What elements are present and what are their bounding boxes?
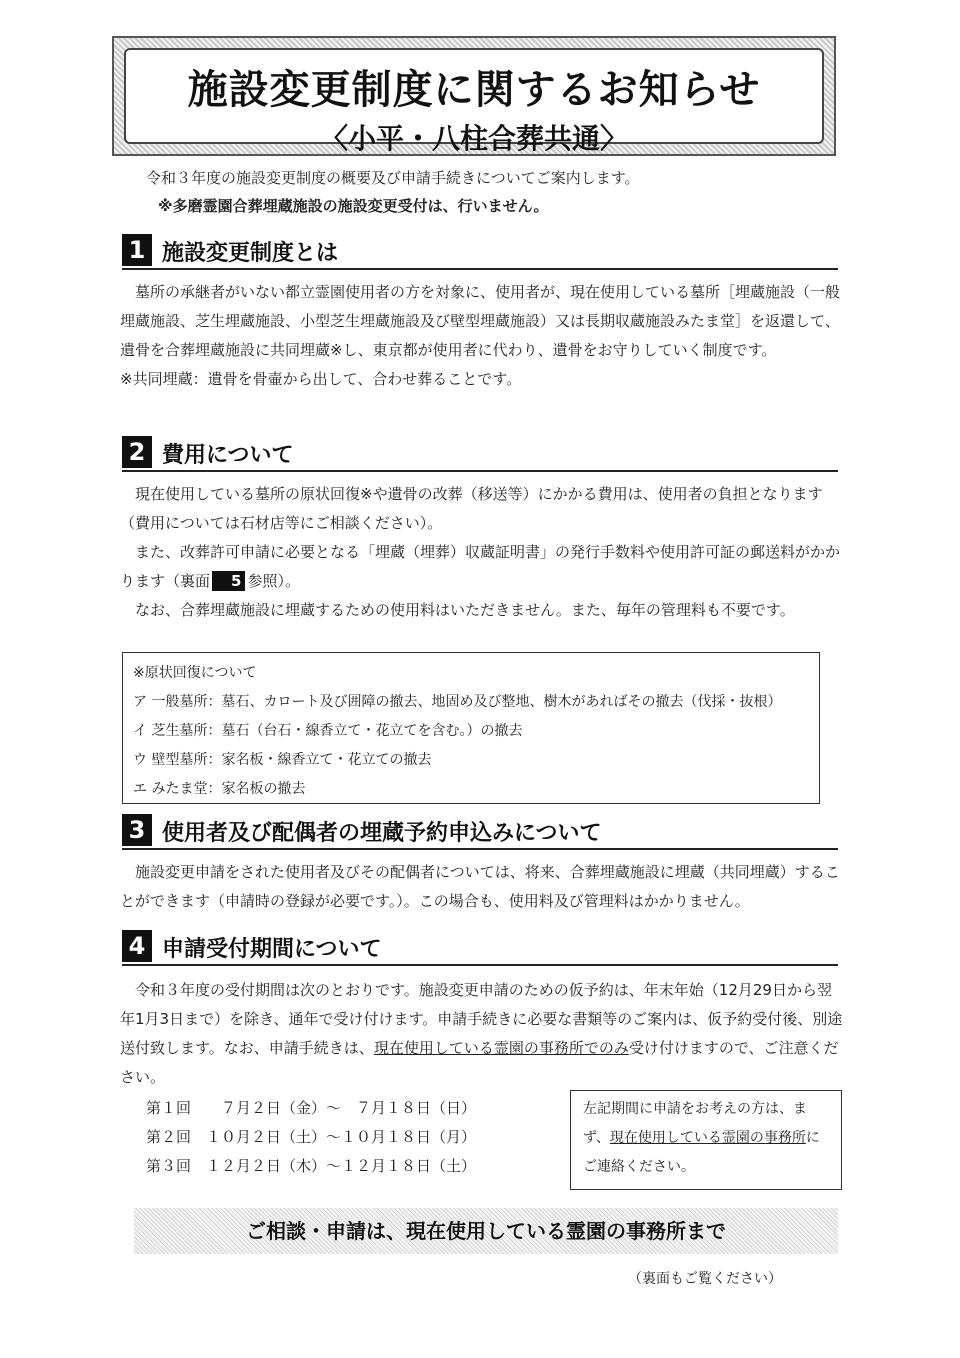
section-4-header	[122, 928, 838, 966]
footer-note: （裏面もご覧ください）	[628, 1271, 782, 1287]
period-row: 第３回 １２月２日（木）～１２月１８日（土）	[146, 1157, 477, 1175]
period-row: 第１回 ７月２日（金）～ ７月１８日（日）	[146, 1099, 477, 1117]
contact-note-box	[570, 1090, 842, 1190]
page-subtitle: 〈小平・八柱合葬共通〉	[319, 122, 628, 155]
box-item: ウ 壁型墓所：家名板・線香立て・花立ての撤去	[133, 752, 432, 768]
intro	[146, 164, 640, 220]
section-number: 4	[122, 930, 152, 962]
section-2-text-2	[120, 538, 844, 596]
section-number: 3	[122, 814, 152, 846]
text-span: また、改葬許可申請に必要となる「埋蔵（埋葬）収蔵証明書」の発行手数料や使用許可証の郵送料がかかります（裏面	[120, 543, 841, 590]
section-1-note: ※共同埋蔵：遺骨を骨壷から出して、合わせ葬ることです。	[120, 370, 522, 388]
section-2-text-1: 現在使用している墓所の原状回復※や遺骨の改葬（移送等）にかかる費用は、使用者の負担となります（費用については石材店等にご相談ください）。	[120, 485, 823, 532]
section-number: 2	[122, 436, 152, 468]
section-title: 申請受付期間について	[162, 937, 382, 962]
section-4-text	[120, 976, 844, 1092]
section-title: 費用について	[162, 443, 294, 468]
box-heading: ※原状回復について	[133, 665, 257, 681]
section-2-header	[122, 434, 838, 472]
section-2-text-3: なお、合葬埋蔵施設に埋蔵するための使用料はいただきません。また、毎年の管理料も不要です。	[135, 601, 795, 619]
box-item: イ 芝生墓所：墓石（台石・線香立て・花立てを含む。）の撤去	[133, 723, 523, 739]
contact-banner: ご相談・申請は、現在使用している霊園の事務所まで	[134, 1208, 838, 1254]
underlined-text: 現在使用している霊園の事務所でのみ	[373, 1039, 629, 1057]
reference-badge: 5	[212, 571, 245, 591]
section-4-body	[120, 976, 844, 1092]
section-1-body	[120, 278, 844, 394]
box-item: ア 一般墓所：墓石、カロート及び囲障の撤去、地固め及び整地、樹木があればその撤去（伐採・抜根）	[133, 694, 782, 710]
period-row: 第２回 １０月２日（土）～１０月１８日（月）	[146, 1128, 477, 1146]
section-3-body	[120, 858, 844, 916]
text-span: 令和３年度の受付期間は次のとおりです。施設変更申請のための仮予約は、年末年始（12月29日から翌年1月3日まで）を除き、通年で受け付けます。申請手続きに必要な書類等のご案内は、仮予約受付後、別途送付致します。なお、申請手続きは、	[120, 981, 843, 1057]
section-2-body	[120, 480, 844, 625]
text-span: 左記期間に申請をお考えの方は、まず、	[583, 1101, 807, 1146]
text-span: 参照）。	[247, 572, 300, 590]
section-title: 施設変更制度とは	[162, 241, 339, 266]
reception-periods	[146, 1094, 476, 1181]
intro-line: 令和３年度の施設変更制度の概要及び申請手続きについてご案内します。	[146, 169, 640, 187]
underlined-text: 現在使用している霊園の事務所	[609, 1130, 806, 1146]
restoration-box	[122, 652, 820, 804]
section-title: 使用者及び配偶者の埋蔵予約申込みについて	[162, 821, 602, 846]
title-inner	[124, 48, 824, 155]
section-1-header	[122, 232, 838, 270]
page-title: 施設変更制度に関するお知らせ	[187, 67, 761, 113]
text-span: にご連絡ください。	[583, 1130, 820, 1175]
section-number: 1	[122, 234, 152, 266]
text-span: 受け付けますので、ご注意ください。	[120, 1039, 839, 1086]
section-3-text: 施設変更申請をされた使用者及びその配偶者については、将来、合葬埋蔵施設に埋蔵（共同埋蔵）することができます（申請時の登録が必要です。）。この場合も、使用料及び管理料はかかりません。	[120, 863, 840, 910]
box-item: エ みたま堂：家名板の撤去	[133, 781, 306, 797]
section-3-header	[122, 812, 838, 850]
intro-notice: ※多磨霊園合葬埋蔵施設の施設変更受付は、行いません。	[158, 197, 549, 215]
section-1-text: 墓所の承継者がいない都立霊園使用者の方を対象に、使用者が、現在使用している墓所［埋蔵施設（一般埋蔵施設、芝生埋蔵施設、小型芝生埋蔵施設及び壁型埋蔵施設）又は長期収蔵施設みたま堂］を返還して、遺骨を合葬埋蔵施設に共同埋蔵※し、東京都が使用者に代わり、遺骨をお守りしていく制度です。	[120, 283, 841, 359]
title-frame	[112, 36, 836, 156]
